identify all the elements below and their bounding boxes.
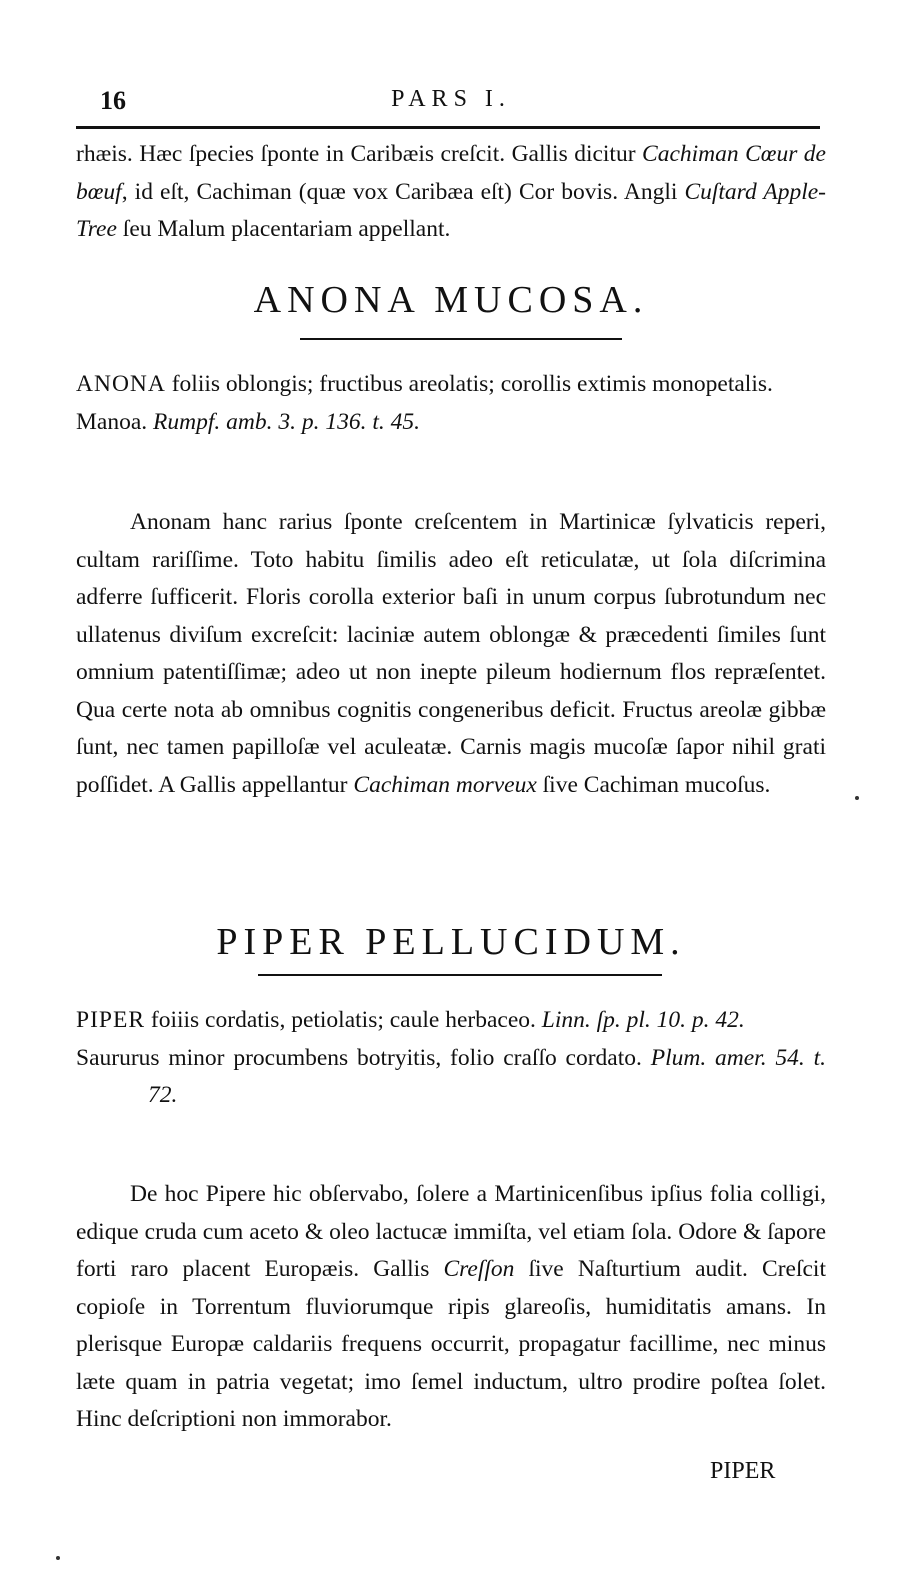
diagnosis-citation: Linn. ſp. pl. 10. p. 42. xyxy=(541,1007,745,1033)
ink-speck xyxy=(855,796,859,800)
common-name: Creſſon xyxy=(443,1256,515,1282)
species-description xyxy=(76,1176,826,1439)
heading-rule xyxy=(258,974,662,976)
diagnosis-text: foiiis cordatis, petiolatis; caule herbaceo. xyxy=(145,1007,542,1033)
description-text: ſive Cachiman mucoſus. xyxy=(536,771,771,798)
continuation-paragraph xyxy=(76,136,826,249)
ink-speck xyxy=(56,1556,60,1560)
description-text: De hoc Pipere hic obſervabo, ſolere a Martinicenſibus ipſius folia colligi, edique cruda cum aceto & oleo lactucæ immiſta, vel etiam ſola. Odore & ſapore forti raro placent Europæis. Gallis xyxy=(76,1181,826,1282)
running-header xyxy=(76,86,826,122)
diagnosis-text: foliis oblongis; fructibus areolatis; corollis extimis monopetalis. xyxy=(165,371,773,397)
genus-name: ANONA xyxy=(76,371,166,397)
species-diagnosis xyxy=(76,366,826,441)
species-description xyxy=(76,504,826,804)
synonym-text: Manoa. xyxy=(76,408,154,435)
synonym-citation: Plum. amer. 54. t. 72. xyxy=(148,1044,827,1108)
header-rule xyxy=(76,126,820,129)
species-diagnosis xyxy=(76,1002,826,1115)
synonym-citation: Rumpf. amb. 3. p. 136. t. 45. xyxy=(153,408,420,435)
description-text: ſive Naſturtium audit. Creſcit copioſe in Torrentum fluviorumque ripis glareoſis, humiditatis amans. In plerisque Europæ caldariis frequens occurrit, propagatur facillime, nec minus læte quam in patria vegetat; imo ſemel inductum, ultro prodire poſtea ſolet. Hinc deſcriptioni non immorabor. xyxy=(76,1256,826,1432)
paragraph-text: rhæis. Hæc ſpecies ſponte in Caribæis creſcit. Gallis dicitur xyxy=(76,141,643,167)
description-text: Anonam hanc rarius ſponte creſcentem in Martinicæ ſylvaticis reperi, cultam rariſſime. Toto habitu ſimilis adeo eſt reticulatæ, ut ſola diſcrimina adferre ſufficerit. Floris corolla exterior baſi in unum corpus ſubrotundum nec ullatenus diviſum excreſcit: laciniæ autem oblongæ & præcedenti ſimiles ſunt omnium patentiſſimæ; adeo ut non inepte pileum hodiernum flos repræſentet. Qua certe nota ab omnibus cognitis congeneribus deficit. Fructus areolæ gibbæ ſunt, nec tamen papilloſæ vel aculeatæ. Carnis magis mucoſæ ſapor nihil grati poſſidet. A Gallis appellantur xyxy=(76,509,826,798)
common-name: Cachiman morveux xyxy=(353,771,537,798)
catchword: PIPER xyxy=(710,1458,776,1484)
common-name: Cachiman Cœur de bœuf xyxy=(76,141,826,205)
species-heading: PIPER PELLUCIDUM. xyxy=(216,921,686,963)
page-number: 16 xyxy=(100,86,126,115)
paragraph-text: , id eſt, Cachiman (quæ vox Caribæa eſt) Cor bovis. Angli xyxy=(121,178,685,205)
species-heading: ANONA MUCOSA. xyxy=(253,279,649,321)
section-title: PARS I. xyxy=(391,86,511,112)
synonym-text: Saururus minor procumbens botryitis, folio craſſo cordato. xyxy=(76,1044,651,1071)
genus-name: PIPER xyxy=(76,1007,145,1033)
heading-rule xyxy=(300,338,622,340)
common-name: Cuſtard Apple-Tree xyxy=(76,178,826,242)
paragraph-text: ſeu Malum placentariam appellant. xyxy=(116,216,451,242)
